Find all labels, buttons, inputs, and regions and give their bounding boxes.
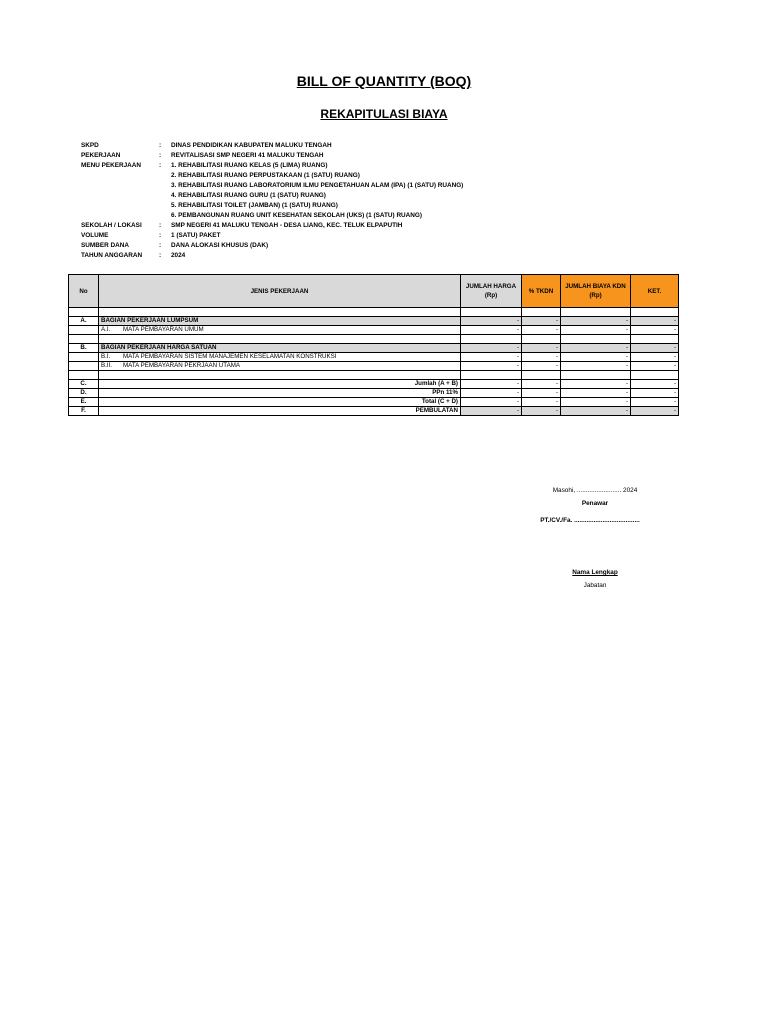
table-row: A.I. MATA PEMBAYARAN UMUM - - - -	[69, 326, 679, 335]
menu-item: 5. REHABILITASI TOILET (JAMBAN) (1 (SATU) RUANG)	[171, 202, 338, 209]
spacer-row	[69, 371, 679, 380]
header-harga: JUMLAH HARGA (Rp)	[461, 275, 522, 308]
header-jenis: JENIS PEKERJAAN	[99, 275, 461, 308]
table-row: A. BAGIAN PEKERJAAN LUMPSUM - - - -	[69, 317, 679, 326]
info-row-volume: VOLUME : 1 (SATU) PAKET	[81, 232, 221, 239]
table-row: B. BAGIAN PEKERJAAN HARGA SATUAN - - - -	[69, 344, 679, 353]
menu-item: 1. REHABILITASI RUANG KELAS (5 (LIMA) RUANG)	[171, 162, 328, 169]
document-subtitle: REKAPITULASI BIAYA	[320, 107, 448, 121]
info-row-pekerjaan: PEKERJAAN : REVITALISASI SMP NEGERI 41 MALUKU TENGAH	[81, 152, 324, 159]
menu-item: 3. REHABILITASI RUANG LABORATORIUM ILMU PENGETAHUAN ALAM (IPA) (1 (SATU) RUANG)	[171, 182, 464, 189]
header-kdn: JUMLAH BIAYA KDN (Rp)	[561, 275, 631, 308]
header-tkdn: % TKDN	[522, 275, 561, 308]
header-no: No	[69, 275, 99, 308]
spacer-row	[69, 308, 679, 317]
table-row: F. PEMBULATAN - - - -	[69, 407, 679, 416]
info-row-tahun: TAHUN ANGGARAN : 2024	[81, 252, 186, 259]
table-header-row	[69, 275, 679, 308]
info-row-menu: MENU PEKERJAAN : 1. REHABILITASI RUANG KELAS (5 (LIMA) RUANG) 2. REHABILITASI RUANG PERPUSTAKAAN (1 (SATU) RUANG) 3. REHABILITASI RUANG LABORATORIUM ILMU PENGETAHUAN ALAM (IPA) (1 (SATU) RUANG) 4. REHABILITASI RUANG GURU (1 (SATU) RUANG) 5. REHABILITASI TOILET (JAMBAN) (1 (SATU) RUANG) 6. PEMBANGUNAN RUANG UNIT KESEHATAN SEKOLAH (UKS) (1 (SATU) RUANG)	[81, 162, 464, 219]
boq-table	[68, 274, 679, 416]
info-row-skpd: SKPD : DINAS PENDIDIKAN KABUPATEN MALUKU TENGAH	[81, 142, 332, 149]
header-ket: KET.	[631, 275, 679, 308]
menu-item: 2. REHABILITASI RUANG PERPUSTAKAAN (1 (SATU) RUANG)	[171, 172, 360, 179]
table-row: B.II. MATA PEMBAYARAN PEKRJAAN UTAMA - - - -	[69, 362, 679, 371]
signature-company: PT./CV./Fa. .....................................	[540, 517, 640, 524]
signature-name: Nama Lengkap	[572, 569, 618, 576]
table-row: E. Total (C + D) - - - -	[69, 398, 679, 407]
info-row-sekolah: SEKOLAH / LOKASI : SMP NEGERI 41 MALUKU TENGAH - DESA LIANG, KEC. TELUK ELPAPUTIH	[81, 222, 403, 229]
signature-position: Jabatan	[583, 582, 607, 589]
document-title: BILL OF QUANTITY (BOQ)	[296, 73, 472, 89]
menu-list	[171, 161, 463, 221]
table-row: B.I. MATA PEMBAYARAN SISTEM MANAJEMEN KESELAMATAN KONSTRUKSI - - - -	[69, 353, 679, 362]
signature-place-date: Masohi, ......................... 2024	[552, 487, 638, 494]
table-row: C. Jumlah (A + B) - - - -	[69, 380, 679, 389]
project-info	[81, 141, 463, 261]
spacer-row	[69, 335, 679, 344]
info-row-sumber: SUMBER DANA : DANA ALOKASI KHUSUS (DAK)	[81, 242, 269, 249]
signature-penawar: Penawar	[581, 500, 609, 507]
table-row: D. PPn 11% - - - -	[69, 389, 679, 398]
menu-item: 6. PEMBANGUNAN RUANG UNIT KESEHATAN SEKOLAH (UKS) (1 (SATU) RUANG)	[171, 212, 423, 219]
menu-item: 4. REHABILITASI RUANG GURU (1 (SATU) RUANG)	[171, 192, 326, 199]
